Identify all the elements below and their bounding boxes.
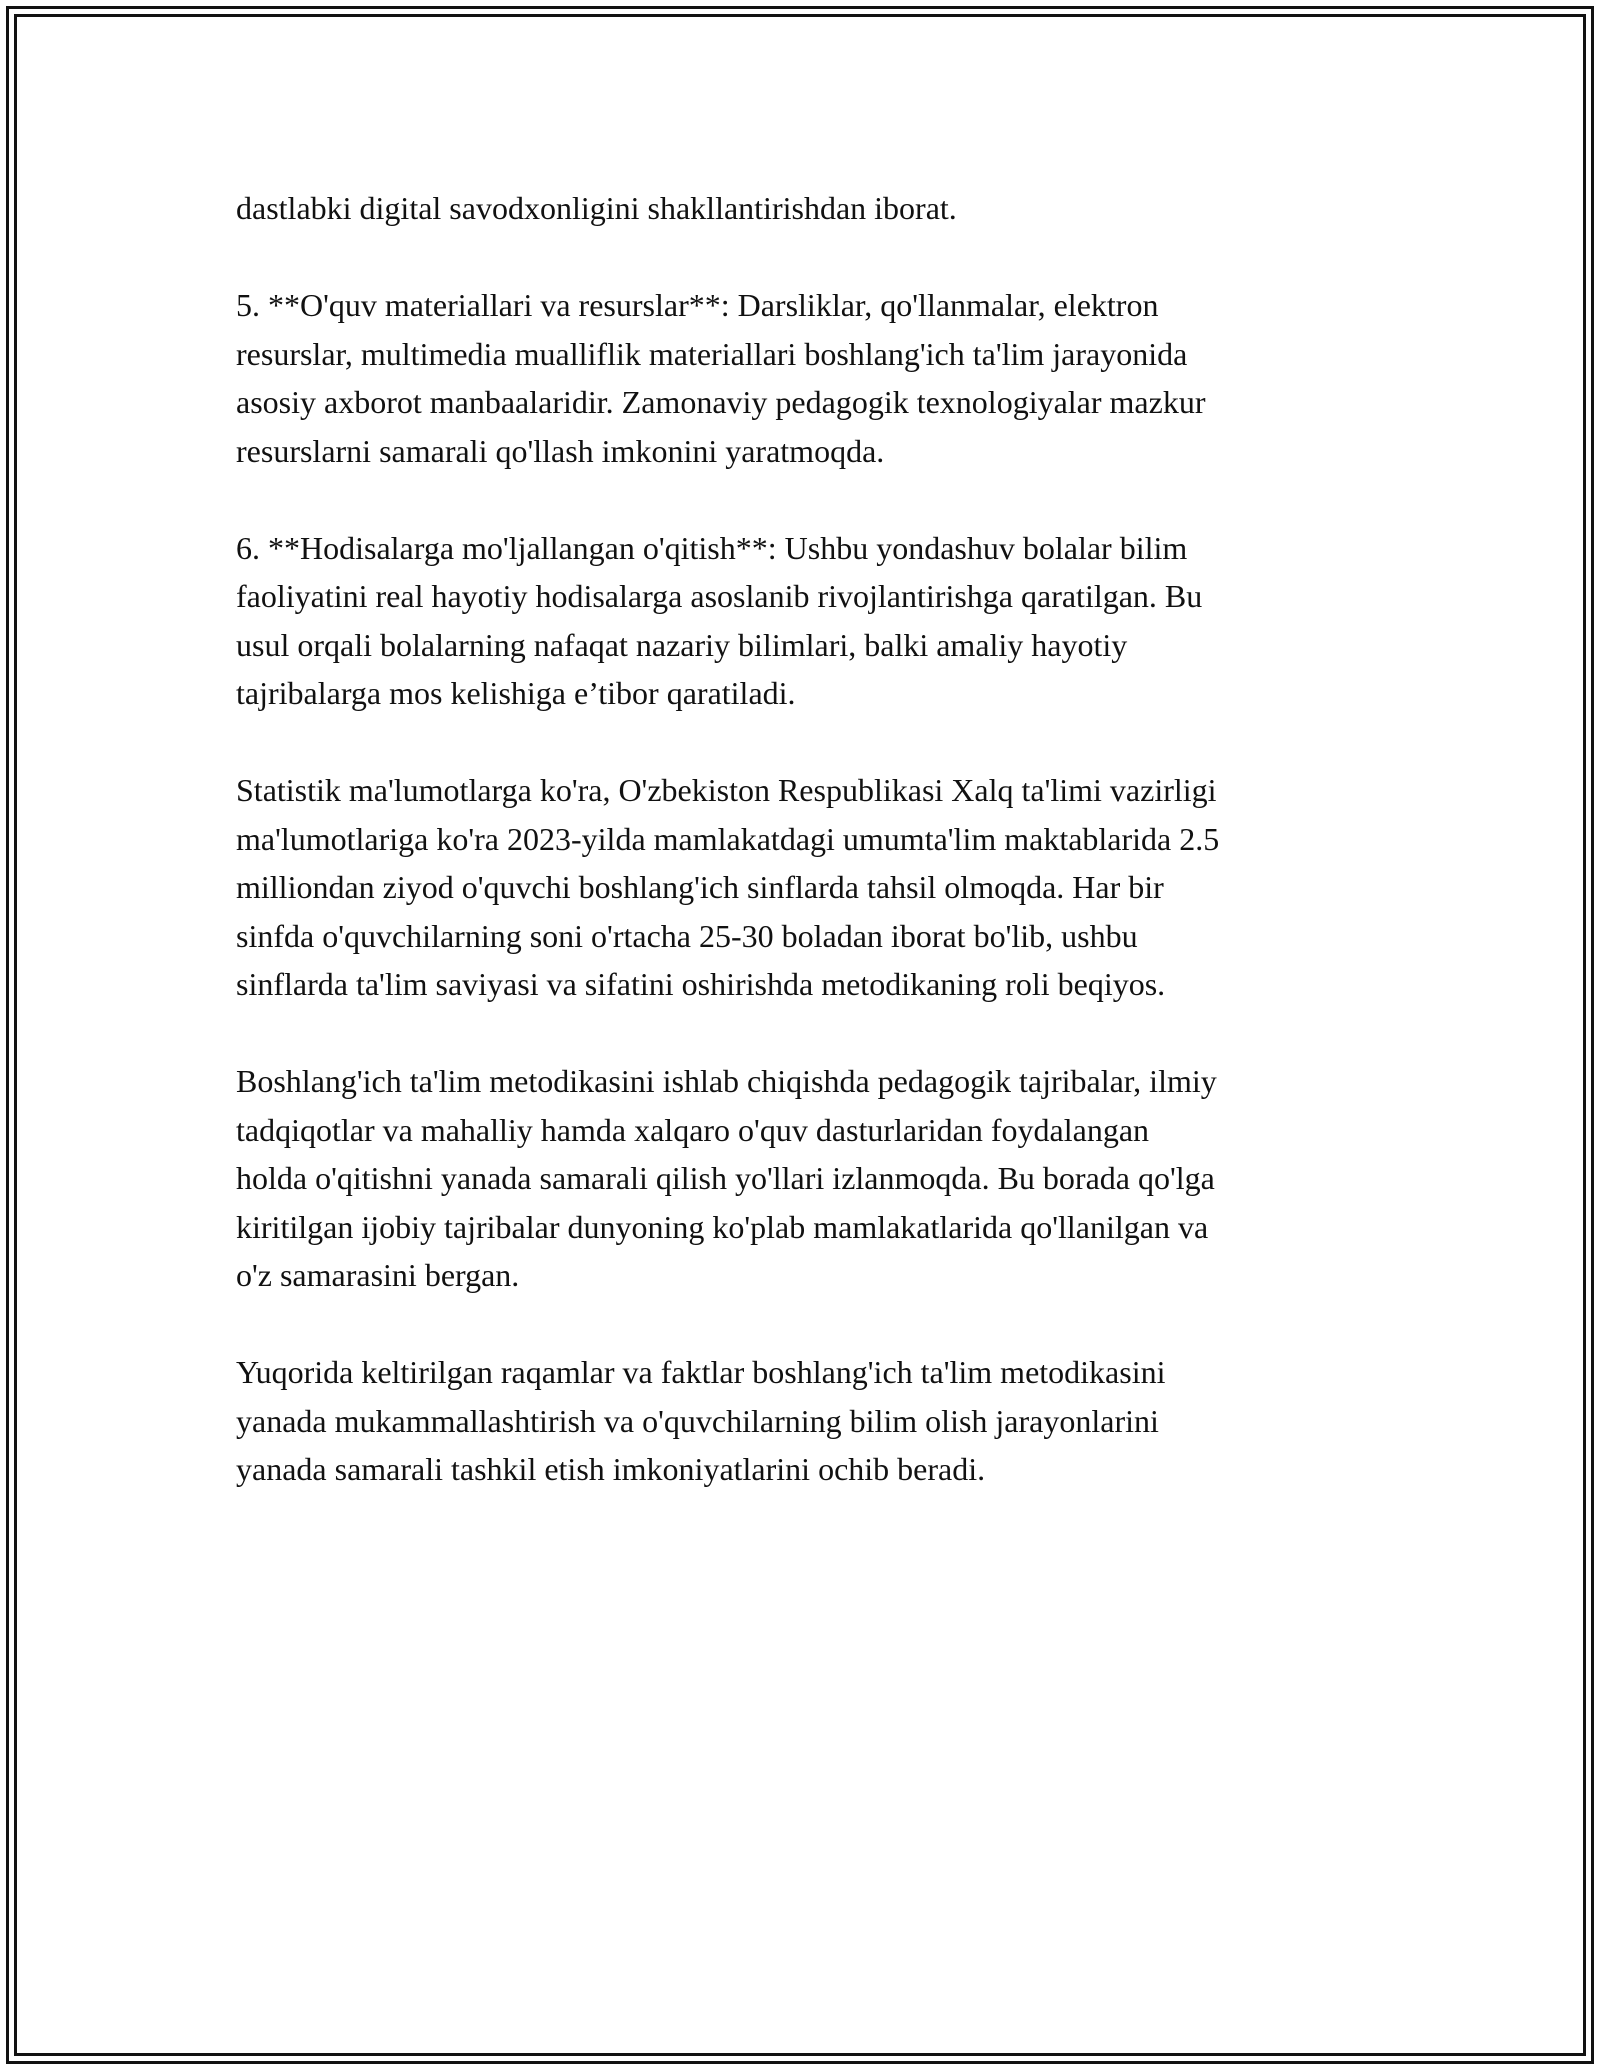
paragraph-conclusion: Yuqorida keltirilgan raqamlar va faktlar boshlang'ich ta'lim metodikasini yanada mukammallashtirish va o'quvchilarning bilim olish jarayonlarini yanada samarali tashkil etish imkoniyatlarini ochib beradi. — [236, 1354, 1166, 1487]
paragraph-methodology-development: Boshlang'ich ta'lim metodikasini ishlab chiqishda pedagogik tajribalar, ilmiy tadqiqotlar va mahalliy hamda xalqaro o'quv dasturlaridan foydalangan holda o'qitishni yanada samarali qilish yo'llari izlanmoqda. Bu borada qo'lga kiritilgan ijobiy tajribalar dunyoning ko'plab mamlakatlarida qo'llanilgan va o'z samarasini bergan. — [236, 1063, 1217, 1293]
paragraph-statistics: Statistik ma'lumotlarga ko'ra, O'zbekiston Respublikasi Xalq ta'limi vazirligi ma'lumotlariga ko'ra 2023-yilda mamlakatdagi umumta'lim maktablarida 2.5 milliondan ziyod o'quvchi boshlang'ich sinflarda tahsil olmoqda. Har bir sinfda o'quvchilarning soni o'rtacha 25-30 boladan iborat bo'lib, ushbu sinflarda ta'lim saviyasi va sifatini oshirishda metodikaning roli beqiyos. — [236, 772, 1220, 1002]
paragraph-item-6-event-based-learning: 6. **Hodisalarga mo'ljallangan o'qitish**: Ushbu yondashuv bolalar bilim faoliyatini real hayotiy hodisalarga asoslanib rivojlantirishga qaratilgan. Bu usul orqali bolalarning nafaqat nazariy bilimlari, balki amaliy hayotiy tajribalarga mos kelishiga e’tibor qaratiladi. — [236, 529, 1203, 711]
paragraph-intro-continuation: dastlabki digital savodxonligini shakllantirishdan iborat. — [236, 190, 957, 226]
paragraph-item-5-learning-materials: 5. **O'quv materiallari va resurslar**: Darsliklar, qo'llanmalar, elektron resurslar, multimedia mualliflik materiallari boshlang'ich ta'lim jarayonida asosiy axborot manbaalaridir. Zamonaviy pedagogik texnologiyalar mazkur resurslarni samarali qo'llash imkonini yaratmoqda. — [236, 287, 1206, 469]
document-body — [236, 184, 1386, 1542]
